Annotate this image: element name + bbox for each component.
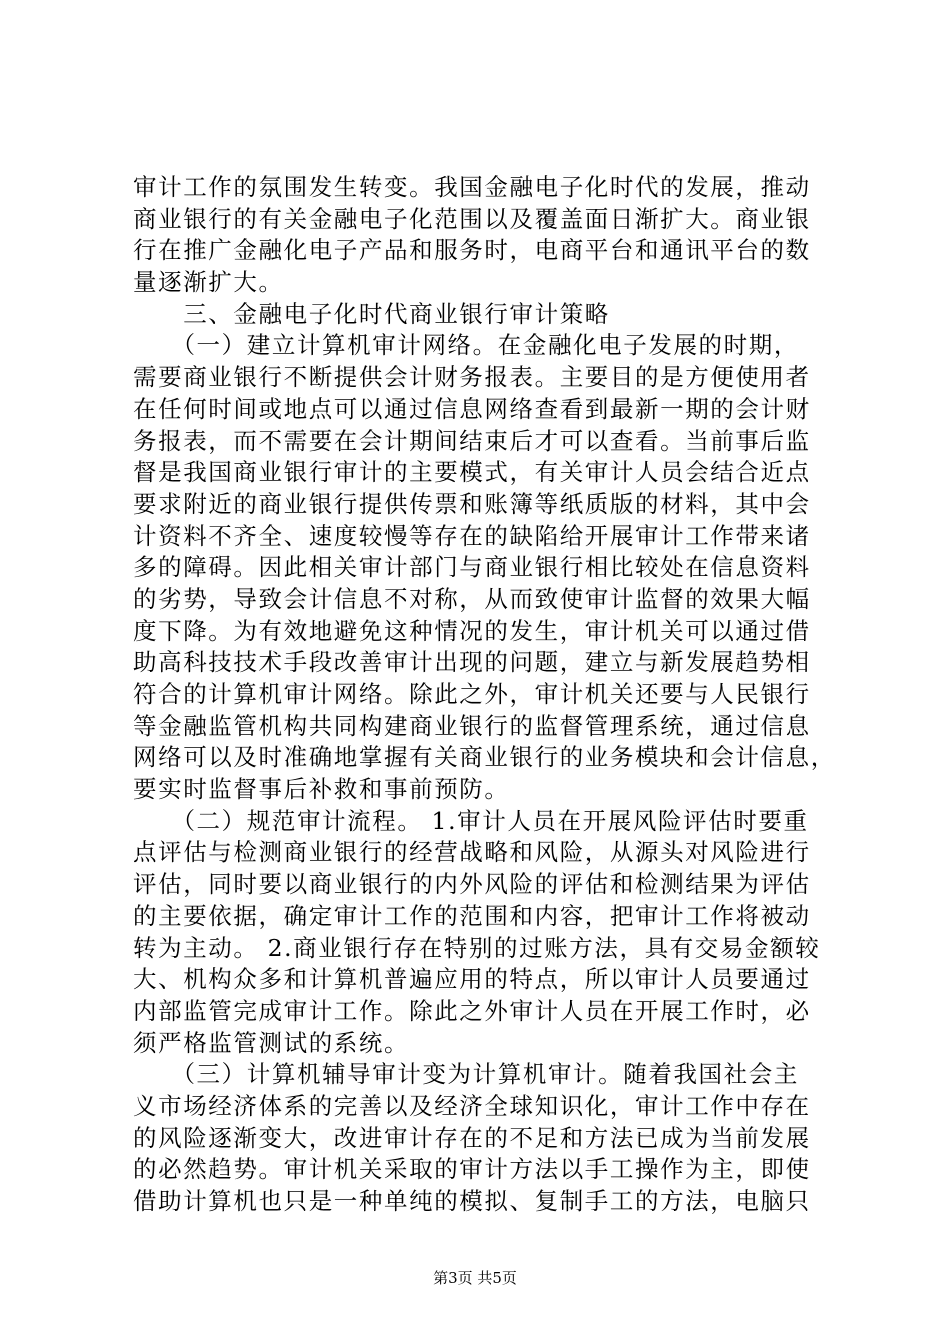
text-line: 多的障碍。因此相关审计部门与商业银行相比较处在信息资料 [133,553,811,582]
text-line: 网络可以及时准确地掌握有关商业银行的业务模块和会计信息， [133,743,836,772]
text-line: 务报表，而不需要在会计期间结束后才可以查看。当前事后监 [133,426,811,455]
text-line: 在任何时间或地点可以通过信息网络查看到最新一期的会计财 [133,394,811,423]
text-line: 要实时监督事后补救和事前预防。 [133,775,510,804]
text-line: 评估，同时要以商业银行的内外风险的评估和检测结果为评估 [133,870,811,899]
text-line: 三、金融电子化时代商业银行审计策略 [133,299,610,328]
text-line: 要求附近的商业银行提供传票和账簿等纸质版的材料，其中会 [133,489,811,518]
text-line: 等金融监管机构共同构建商业银行的监督管理系统，通过信息 [133,711,811,740]
page-footer: 第3页 共5页 [433,1269,517,1287]
text-line: 的主要依据，确定审计工作的范围和内容，把审计工作将被动 [133,901,811,930]
text-line: 督是我国商业银行审计的主要模式，有关审计人员会结合近点 [133,458,811,487]
text-line: 符合的计算机审计网络。除此之外，审计机关还要与人民银行 [133,680,811,708]
text-line: 的风险逐渐变大，改进审计存在的不足和方法已成为当前发展 [133,1123,811,1152]
text-line: 计资料不齐全、速度较慢等存在的缺陷给开展审计工作带来诸 [133,521,811,550]
text-line: 点评估与检测商业银行的经营战略和风险，从源头对风险进行 [133,838,811,867]
text-line: 量逐渐扩大。 [133,268,284,297]
text-line: （二）规范审计流程。 1.审计人员在开展风险评估时要重 [133,806,809,835]
text-line: （三）计算机辅导审计变为计算机审计。随着我国社会主 [133,1060,799,1089]
text-line: 度下降。为有效地避免这种情况的发生，审计机关可以通过借 [133,616,811,645]
text-line: 的必然趋势。审计机关采取的审计方法以手工操作为主，即使 [133,1155,811,1184]
text-line: 商业银行的有关金融电子化范围以及覆盖面日渐扩大。商业银 [133,204,811,233]
text-line: 助高科技技术手段改善审计出现的问题，建立与新发展趋势相 [133,648,811,677]
text-line: 须严格监管测试的系统。 [133,1028,410,1057]
text-line: （一）建立计算机审计网络。在金融化电子发展的时期， [133,331,799,360]
text-line: 借助计算机也只是一种单纯的模拟、复制手工的方法，电脑只 [133,1187,811,1215]
text-line: 义市场经济体系的完善以及经济全球知识化，审计工作中存在 [133,1091,811,1120]
text-line: 大、机构众多和计算机普遍应用的特点，所以审计人员要通过 [133,965,811,994]
text-line: 审计工作的氛围发生转变。我国金融电子化时代的发展，推动 [133,173,811,201]
text-line: 需要商业银行不断提供会计财务报表。主要目的是方便使用者 [133,363,811,392]
text-line: 行在推广金融化电子产品和服务时，电商平台和通讯平台的数 [133,236,811,265]
text-line: 内部监管完成审计工作。除此之外审计人员在开展工作时，必 [133,996,811,1025]
text-line: 的劣势，导致会计信息不对称，从而致使审计监督的效果大幅 [133,584,811,613]
body-text [133,172,836,1218]
text-line: 转为主动。 2.商业银行存在特别的过账方法，具有交易金额较 [133,933,821,962]
